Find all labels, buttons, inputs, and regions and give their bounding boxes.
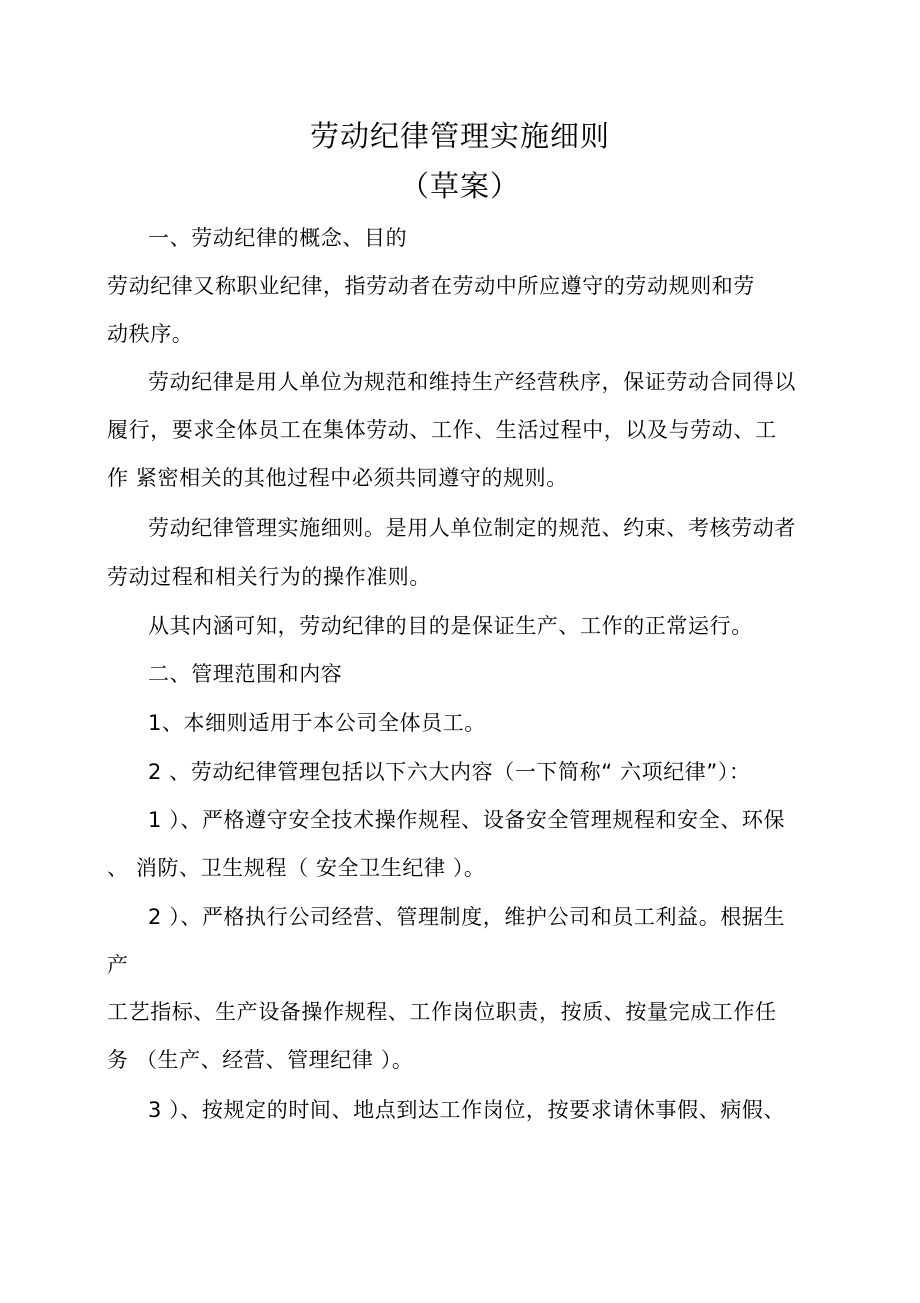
list-item: 2 、劳动纪律管理包括以下六大内容（一下简称“ 六项纪律”）： bbox=[148, 760, 751, 784]
document-title: 劳动纪律管理实施细则 bbox=[309, 119, 610, 153]
paragraph-line: 作 紧密相关的其他过程中必须共同遵守的规则。 bbox=[107, 466, 568, 490]
paragraph-line: 劳动纪律又称职业纪律，指劳动者在劳动中所应遵守的劳动规则和劳 bbox=[107, 274, 755, 298]
paragraph-line: 产 bbox=[107, 953, 129, 977]
paragraph-line: 动秩序。 bbox=[107, 322, 194, 346]
paragraph-line: 工艺指标、生产设备操作规程、工作岗位职责，按质、按量完成工作任 bbox=[107, 1000, 777, 1024]
document-subtitle: （草案） bbox=[399, 169, 520, 203]
paragraph-line: 从其内涵可知，劳动纪律的目的是保证生产、工作的正常运行。 bbox=[148, 614, 753, 638]
paragraph-line: 劳动过程和相关行为的操作准则。 bbox=[107, 565, 431, 589]
list-item: 1、本细则适用于本公司全体员工。 bbox=[148, 711, 486, 735]
paragraph-line: 履行，要求全体员工在集体劳动、工作、生活过程中，以及与劳动、工 bbox=[107, 418, 777, 442]
paragraph-line: 劳动纪律是用人单位为规范和维持生产经营秩序，保证劳动合同得以 bbox=[148, 370, 796, 394]
paragraph-line: 劳动纪律管理实施细则。是用人单位制定的规范、约束、考核劳动者 bbox=[148, 516, 796, 540]
list-item: 3 ）、按规定的时间、地点到达工作岗位，按要求请休事假、病假、 bbox=[148, 1098, 786, 1122]
list-item: 2 ）、严格执行公司经营、管理制度，维护公司和员工利益。根据生 bbox=[148, 905, 786, 929]
paragraph-line: 、 消防、卫生规程（ 安全卫生纪律 ）。 bbox=[107, 856, 486, 880]
paragraph-line: 务 （生产、经营、管理纪律 ）。 bbox=[107, 1048, 414, 1072]
section-heading-1: 一、劳动纪律的概念、目的 bbox=[148, 226, 408, 250]
section-heading-2: 二、管理范围和内容 bbox=[148, 662, 343, 686]
list-item: 1 ）、严格遵守安全技术操作规程、设备安全管理规程和安全、环保 bbox=[148, 808, 786, 832]
